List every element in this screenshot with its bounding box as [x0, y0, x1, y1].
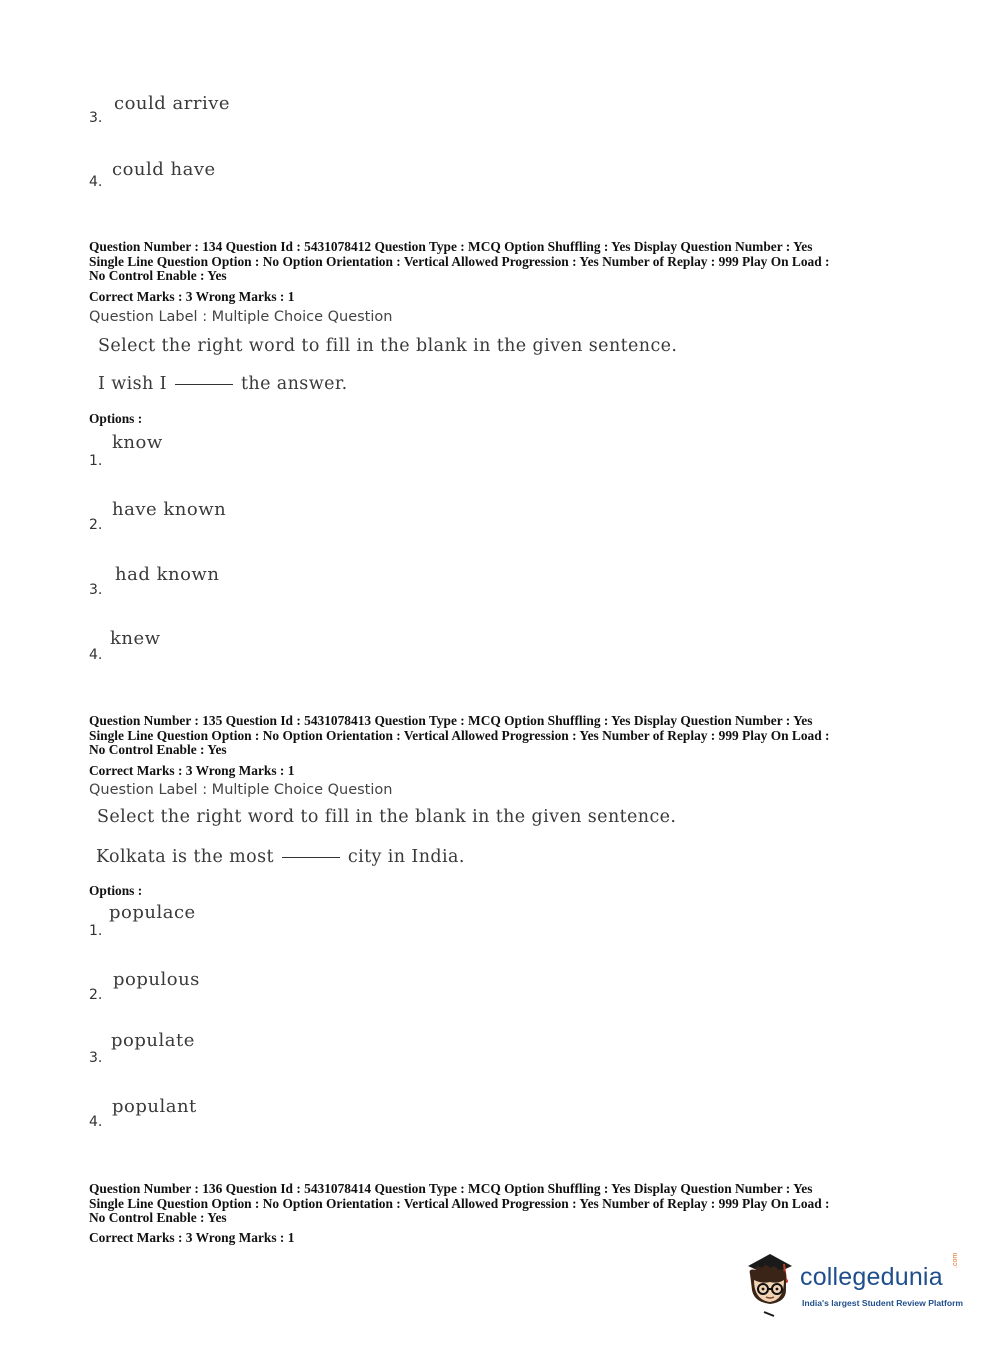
- blank-line: [282, 857, 340, 858]
- option-number: 2.: [89, 987, 103, 1003]
- meta-line: No Control Enable : Yes: [89, 742, 227, 758]
- meta-line: Question Number : 134 Question Id : 5431078412 Question Type : MCQ Option Shuffling : Yes Display Question Number : Yes: [89, 239, 813, 254]
- option-number: 3.: [89, 1050, 103, 1066]
- option-text: have known: [112, 499, 227, 520]
- meta-line: Single Line Question Option : No Option Orientation : Vertical Allowed Progression : Yes Number of Replay : 999 Play On Load :: [89, 727, 830, 743]
- marks-line: Correct Marks : 3 Wrong Marks : 1: [89, 1230, 295, 1245]
- option-text: populant: [112, 1096, 197, 1117]
- option-number: 2.: [89, 517, 103, 533]
- student-mascot-icon: [740, 1246, 800, 1318]
- option-number: 4.: [89, 647, 103, 663]
- option-text: had known: [115, 564, 220, 585]
- marks-line: Correct Marks : 3 Wrong Marks : 1: [89, 289, 295, 304]
- sentence-before: Kolkata is the most: [96, 847, 274, 867]
- option-text: populous: [113, 969, 200, 990]
- meta-line: No Control Enable : Yes: [89, 268, 227, 284]
- question-instruction: Select the right word to fill in the blank in the given sentence.: [97, 807, 677, 827]
- option-number: 3.: [89, 110, 103, 126]
- option-number: 4.: [89, 174, 103, 190]
- option-number: 1.: [89, 923, 103, 939]
- blank-line: [175, 384, 233, 385]
- option-text: populace: [109, 902, 196, 923]
- option-text: know: [112, 432, 163, 453]
- option-text: could have: [112, 159, 216, 180]
- question-sentence: [98, 374, 348, 394]
- brand-name: collegedunia: [800, 1263, 943, 1291]
- option-text: knew: [110, 628, 161, 649]
- sentence-after: city in India.: [347, 847, 465, 867]
- meta-line: Single Line Question Option : No Option Orientation : Vertical Allowed Progression : Yes Number of Replay : 999 Play On Load :: [89, 253, 830, 269]
- question-meta-134: [89, 240, 829, 284]
- option-number: 3.: [89, 582, 103, 598]
- question-label: Question Label : Multiple Choice Question: [89, 782, 393, 798]
- question-meta-136: [89, 1182, 829, 1226]
- meta-line: Question Number : 136 Question Id : 5431078414 Question Type : MCQ Option Shuffling : Yes Display Question Number : Yes: [89, 1181, 813, 1196]
- question-label: Question Label : Multiple Choice Question: [89, 309, 393, 325]
- option-text: could arrive: [114, 93, 231, 114]
- option-number: 4.: [89, 1114, 103, 1130]
- options-label: Options :: [89, 883, 143, 898]
- question-sentence: [96, 847, 465, 867]
- marks-line: Correct Marks : 3 Wrong Marks : 1: [89, 763, 295, 778]
- brand-domain: .com: [952, 1252, 959, 1268]
- options-label: Options :: [89, 411, 143, 426]
- question-meta-135: [89, 714, 829, 758]
- option-number: 1.: [89, 453, 103, 469]
- meta-line: Question Number : 135 Question Id : 5431078413 Question Type : MCQ Option Shuffling : Yes Display Question Number : Yes: [89, 713, 813, 728]
- meta-line: No Control Enable : Yes: [89, 1210, 227, 1226]
- question-instruction: Select the right word to fill in the blank in the given sentence.: [98, 336, 678, 356]
- option-text: populate: [111, 1030, 195, 1051]
- meta-line: Single Line Question Option : No Option Orientation : Vertical Allowed Progression : Yes Number of Replay : 999 Play On Load :: [89, 1195, 830, 1211]
- sentence-before: I wish I: [98, 374, 167, 394]
- collegedunia-logo: [740, 1246, 970, 1318]
- brand-tagline: India's largest Student Review Platform: [802, 1298, 964, 1308]
- sentence-after: the answer.: [240, 374, 348, 394]
